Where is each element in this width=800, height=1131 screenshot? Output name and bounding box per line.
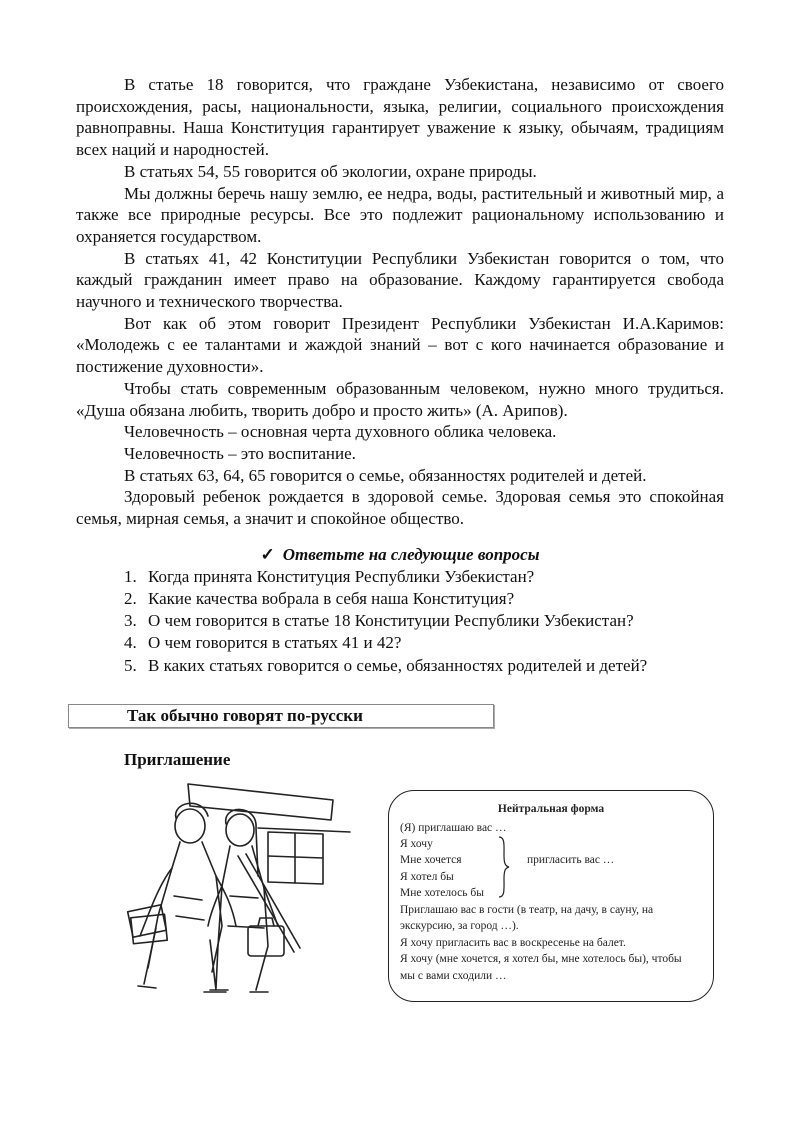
paragraph: Человечность – основная черта духовного облика человека. <box>124 422 557 442</box>
question-number: 3. <box>124 611 137 631</box>
form-line: Я хочу (мне хочется, я хотел бы, мне хотелось бы), чтобы <box>400 953 682 965</box>
paragraph: Мы должны беречь нашу землю, ее недра, воды, растительный и животный мир, а также все природные ресурсы. Все это подлежит рациональному использованию и охраняется государством. <box>76 183 724 246</box>
form-line: Я хочу пригласить вас в воскресенье на балет. <box>400 937 626 949</box>
section-title: Приглашение <box>124 750 231 769</box>
form-line: Мне хотелось бы <box>400 887 484 899</box>
question-number: 5. <box>124 655 137 675</box>
questions-heading <box>76 544 724 566</box>
form-line: Я хотел бы <box>400 871 454 883</box>
checkmark-icon: ✓ <box>260 544 275 564</box>
student-left-head <box>175 809 205 843</box>
question-number: 1. <box>124 566 137 586</box>
question-number: 4. <box>124 633 137 653</box>
form-line: Я хочу <box>400 838 433 850</box>
list-item <box>76 655 724 677</box>
phrase-section-box <box>68 704 494 728</box>
rolled-poster <box>238 856 294 952</box>
questions-list <box>76 566 724 677</box>
paragraph: Чтобы стать современным образованным человеком, нужно много трудиться. «Душа обязана любить, творить добро и просто жить» (А. Арипов). <box>76 378 724 420</box>
neutral-form-box <box>388 790 714 1002</box>
form-line: экскурсию, за город …). <box>400 920 519 932</box>
paragraph: В статьях 54, 55 говорится об экологии, охране природы. <box>124 161 537 181</box>
question-text: В каких статьях говорится о семье, обязанностях родителей и детей? <box>148 655 648 675</box>
form-line: Мне хочется <box>400 854 462 866</box>
question-text: Какие качества вобрала в себя наша Конституция? <box>148 588 515 608</box>
question-text: О чем говорится в статьях 41 и 42? <box>148 633 402 653</box>
question-number: 2. <box>124 588 137 608</box>
paragraph: В статьях 41, 42 Конституции Республики Узбекистан говорится о том, что каждый гражданин имеет право на образование. Каждому гарантируется свобода научного и технического творчества. <box>76 248 724 312</box>
paragraph: В статьях 63, 64, 65 говорится о семье, обязанностях родителей и детей. <box>124 465 647 485</box>
form-line: мы с вами сходили … <box>400 970 507 982</box>
form-line: (Я) приглашаю вас … <box>400 822 507 834</box>
questions-heading-text: Ответьте на следующие вопросы <box>282 544 540 564</box>
paragraph: Человечность – это воспитание. <box>124 443 356 463</box>
paragraph: Здоровый ребенок рождается в здоровой семье. Здоровая семья это спокойная семья, мирная семья, а значит и спокойное общество. <box>76 487 724 529</box>
form-line: Приглашаю вас в гости (в театр, на дачу, в сауну, на <box>400 904 654 916</box>
question-text: О чем говорится в статье 18 Конституции Республики Узбекистан? <box>148 611 634 631</box>
brace-icon <box>497 835 511 899</box>
list-item <box>76 610 724 632</box>
question-text: Когда принята Конституция Республики Узбекистан? <box>148 566 535 586</box>
list-item <box>76 566 724 588</box>
students-illustration <box>118 776 358 1006</box>
main-text <box>76 74 724 677</box>
neutral-form-title: Нейтральная форма <box>497 803 605 815</box>
paragraph: Вот как об этом говорит Президент Республики Узбекистан И.А.Каримов: «Молодежь с ее талантами и жаждой знаний – вот с кого начинается образование и постижение духовности». <box>76 313 724 377</box>
student-right-head <box>226 814 254 846</box>
list-item <box>76 588 724 610</box>
list-item <box>76 632 724 654</box>
form-brace-text: пригласить вас … <box>527 854 615 866</box>
phrase-section-title: Так обычно говорят по-русски <box>127 706 363 725</box>
university-sign <box>188 784 333 820</box>
paragraph: В статье 18 говорится, что граждане Узбекистана, независимо от своего происхождения, расы, национальности, языка, религии, социального происхождения равноправны. Наша Конституция гарантирует уважение к языку, обычаям, традициям всех наций и народностей. <box>76 75 724 160</box>
